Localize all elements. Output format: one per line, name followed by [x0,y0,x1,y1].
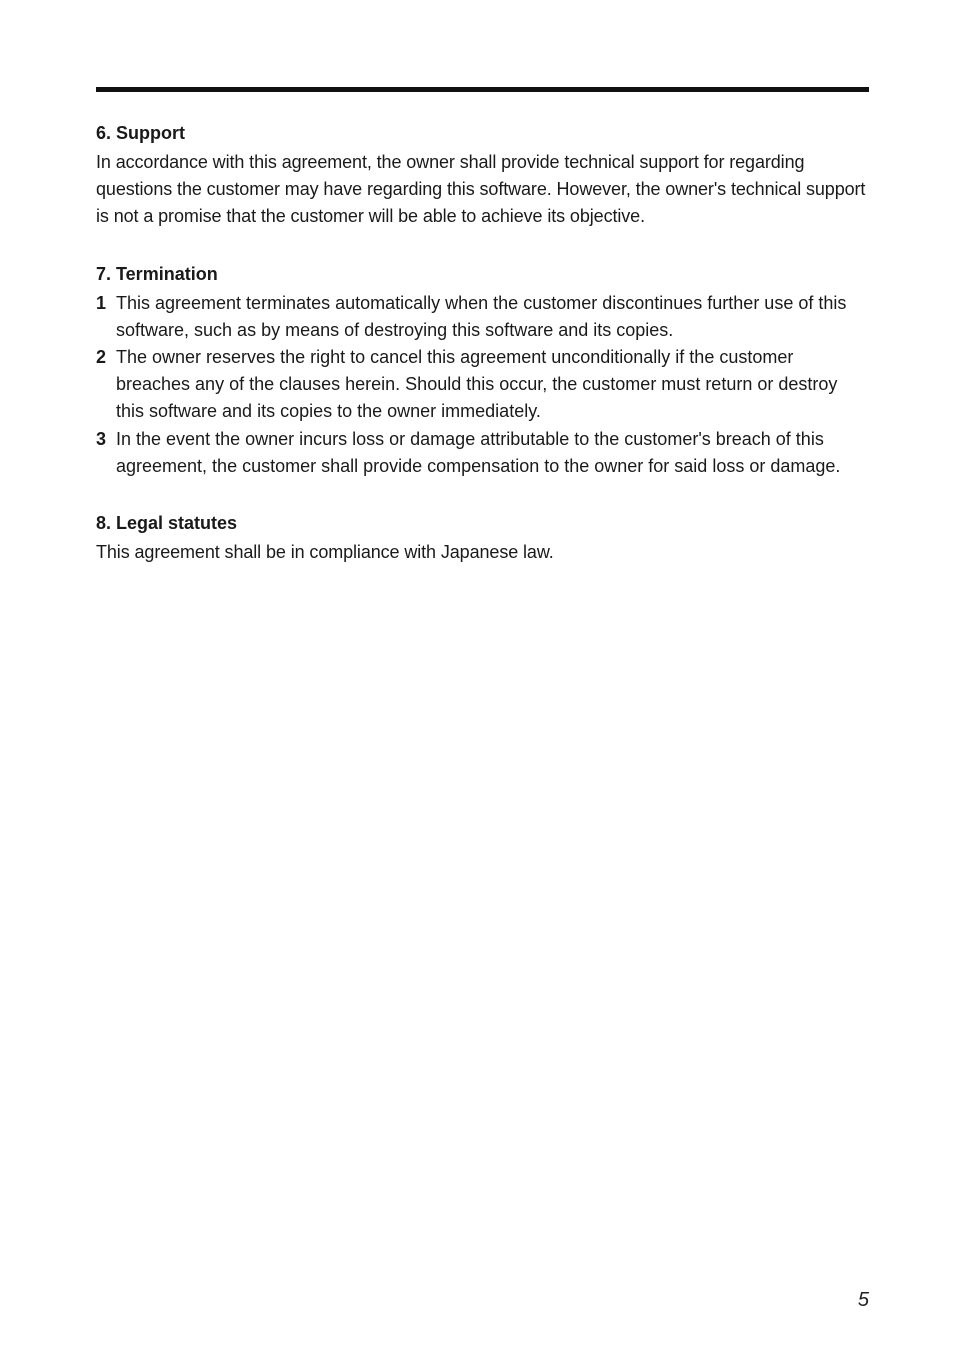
clause-text: The owner reserves the right to cancel this agreement unconditionally if the customer breaches any of the clauses herein. Should this occur, the customer must return or destroy this software and its copies to the owner immediately. [116,347,838,422]
clause-text: In the event the owner incurs loss or damage attributable to the customer's breach of this agreement, the customer shall provide compensation to the owner for said loss or damage. [116,428,841,476]
clause-text: This agreement terminates automatically when the customer discontinues further use of this software, such as by means of destroying this software and its copies. [116,292,847,340]
top-rule-divider [96,87,869,92]
section-heading: 8. Legal statutes [96,513,238,534]
page-number: 5 [857,1289,869,1311]
section-support [96,121,869,231]
clause-item [96,426,869,480]
section-heading: 7. Termination [96,263,218,284]
agreement-content [96,121,869,597]
section-termination [96,262,869,480]
clause-list [96,290,869,480]
clause-number: 3 [96,428,107,449]
clause-number: 1 [96,292,107,313]
section-legal-statutes [96,511,869,566]
clause-item [96,344,869,426]
section-body: This agreement shall be in compliance with Japanese law. [96,542,554,563]
clause-item [96,290,869,344]
clause-number: 2 [96,347,107,368]
section-heading: 6. Support [96,123,185,143]
section-body: In accordance with this agreement, the owner shall provide technical support for regarding questions the customer may have regarding this software. However, the owner's technical support is not a promise that the customer will be able to achieve its objective. [96,152,866,227]
